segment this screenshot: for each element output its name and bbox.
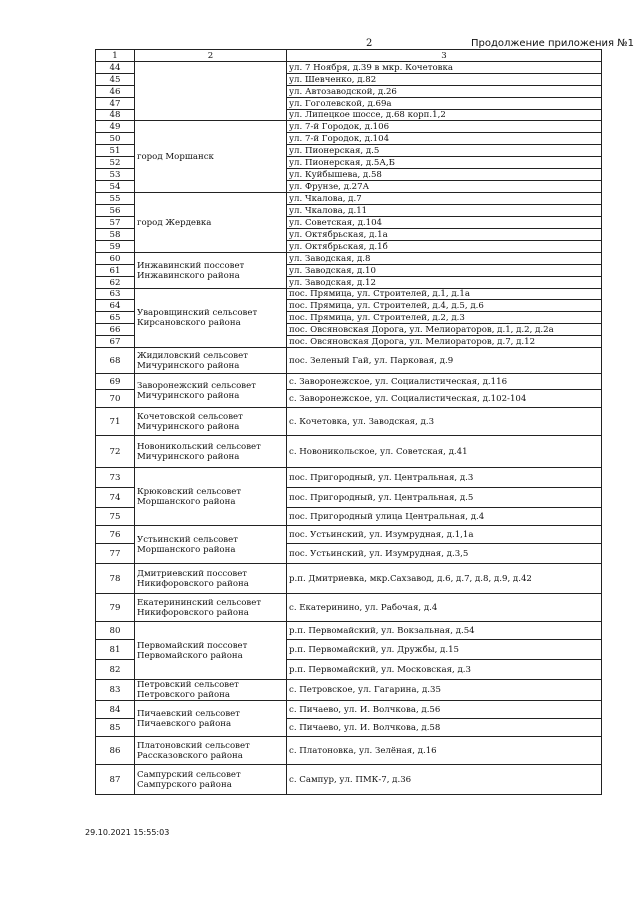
row-number: 55	[96, 193, 135, 205]
print-timestamp: 29.10.2021 15:55:03	[85, 828, 170, 837]
address-cell: ул. Липецкое шоссе, д.68 корп.1,2	[287, 110, 602, 121]
table-row	[96, 408, 602, 436]
municipality-name: Устьинский сельсовет Моршанского района	[135, 526, 287, 564]
table-row	[96, 253, 602, 265]
address-cell: ул. Гоголевской, д.69а	[287, 98, 602, 110]
row-number: 87	[96, 765, 135, 795]
table-header-row	[96, 50, 602, 62]
municipality-name: Инжавинский поссовет Инжавинского района	[135, 253, 287, 289]
municipality-name: Кочетовской сельсовет Мичуринского района	[135, 408, 287, 436]
row-number: 69	[96, 374, 135, 390]
address-cell: пос. Устьинский, ул. Изумрудная, д.1,1а	[287, 526, 602, 544]
address-cell: с. Пичаево, ул. И. Волчкова, д.58	[287, 719, 602, 737]
row-number: 80	[96, 622, 135, 640]
address-cell: с. Сампур, ул. ПМК-7, д.36	[287, 765, 602, 795]
table-row	[96, 62, 602, 74]
row-number: 75	[96, 508, 135, 526]
address-cell: р.п. Первомайский, ул. Вокзальная, д.54	[287, 622, 602, 640]
row-number: 47	[96, 98, 135, 110]
municipality-name: город Жердевка	[135, 193, 287, 253]
address-cell: пос. Прямица, ул. Строителей, д.4, д.5, д.6	[287, 300, 602, 312]
row-number: 68	[96, 348, 135, 374]
address-cell: с. Заворонежское, ул. Социалистическая, д.102-104	[287, 390, 602, 408]
address-cell: ул. Куйбышева, д.58	[287, 169, 602, 181]
row-number: 73	[96, 468, 135, 488]
address-cell: ул. Заводская, д.10	[287, 265, 602, 277]
page-number: 2	[366, 38, 373, 49]
row-number: 74	[96, 488, 135, 508]
address-cell: ул. 7-й Городок, д.106	[287, 121, 602, 133]
row-number: 56	[96, 205, 135, 217]
row-number: 63	[96, 289, 135, 300]
row-number: 67	[96, 336, 135, 348]
row-number: 53	[96, 169, 135, 181]
municipality-name: Пичаевский сельсовет Пичаевского района	[135, 701, 287, 737]
address-cell: пос. Прямица, ул. Строителей, д.1, д.1а	[287, 289, 602, 300]
row-number: 45	[96, 74, 135, 86]
row-number: 82	[96, 660, 135, 680]
address-cell: ул. Советская, д.104	[287, 217, 602, 229]
address-cell: ул. Октябрьская, д.1б	[287, 241, 602, 253]
row-number: 86	[96, 737, 135, 765]
municipality-name: Новоникольский сельсовет Мичуринского района	[135, 436, 287, 468]
address-cell: р.п. Дмитриевка, мкр.Сахзавод, д.6, д.7, д.8, д.9, д.42	[287, 564, 602, 594]
municipality-name: Уваровщинский сельсовет Кирсановского района	[135, 289, 287, 348]
municipality-name: Жидиловский сельсовет Мичуринского района	[135, 348, 287, 374]
row-number: 71	[96, 408, 135, 436]
row-number: 64	[96, 300, 135, 312]
column-header: 2	[135, 50, 287, 62]
address-cell: пос. Пригородный, ул. Центральная, д.3	[287, 468, 602, 488]
address-cell: пос. Устьинский, ул. Изумрудная, д.3,5	[287, 544, 602, 564]
table-row	[96, 701, 602, 719]
municipality-name: Платоновский сельсовет Рассказовского района	[135, 737, 287, 765]
address-cell: ул. Заводская, д.8	[287, 253, 602, 265]
table-row	[96, 289, 602, 300]
municipality-name: Екатерининский сельсовет Никифоровского района	[135, 594, 287, 622]
municipality-name	[135, 62, 287, 121]
table-row	[96, 121, 602, 133]
address-cell: ул. Октябрьская, д.1а	[287, 229, 602, 241]
row-number: 57	[96, 217, 135, 229]
address-cell: с. Петровское, ул. Гагарина, д.35	[287, 680, 602, 701]
row-number: 46	[96, 86, 135, 98]
row-number: 78	[96, 564, 135, 594]
row-number: 70	[96, 390, 135, 408]
address-cell: пос. Прямица, ул. Строителей, д.2, д.3	[287, 312, 602, 324]
municipality-name: Сампурский сельсовет Сампурского района	[135, 765, 287, 795]
row-number: 79	[96, 594, 135, 622]
address-cell: ул. Шевченко, д.82	[287, 74, 602, 86]
table-row	[96, 564, 602, 594]
address-cell: с. Екатеринино, ул. Рабочая, д.4	[287, 594, 602, 622]
row-number: 83	[96, 680, 135, 701]
row-number: 49	[96, 121, 135, 133]
address-cell: пос. Овсяновская Дорога, ул. Мелиораторов, д.7, д.12	[287, 336, 602, 348]
address-cell: ул. 7 Ноября, д.39 в мкр. Кочетовка	[287, 62, 602, 74]
row-number: 60	[96, 253, 135, 265]
address-cell: пос. Зеленый Гай, ул. Парковая, д.9	[287, 348, 602, 374]
row-number: 58	[96, 229, 135, 241]
row-number: 81	[96, 640, 135, 660]
row-number: 76	[96, 526, 135, 544]
row-number: 44	[96, 62, 135, 74]
table-row	[96, 622, 602, 640]
row-number: 84	[96, 701, 135, 719]
row-number: 51	[96, 145, 135, 157]
column-header: 1	[96, 50, 135, 62]
municipality-name: Дмитриевский поссовет Никифоровского района	[135, 564, 287, 594]
row-number: 66	[96, 324, 135, 336]
address-cell: ул. Фрунзе, д.27А	[287, 181, 602, 193]
municipality-name: город Моршанск	[135, 121, 287, 193]
address-cell: с. Платоновка, ул. Зелёная, д.16	[287, 737, 602, 765]
address-cell: с. Пичаево, ул. И. Волчкова, д.56	[287, 701, 602, 719]
continuation-note: Продолжение приложения №1	[471, 38, 634, 49]
table-row	[96, 374, 602, 390]
address-cell: ул. 7-й Городок, д.104	[287, 133, 602, 145]
table-row	[96, 526, 602, 544]
municipality-name: Крюковский сельсовет Моршанского района	[135, 468, 287, 526]
table-row	[96, 765, 602, 795]
table-row	[96, 737, 602, 765]
address-cell: с. Кочетовка, ул. Заводская, д.3	[287, 408, 602, 436]
table-row	[96, 680, 602, 701]
row-number: 65	[96, 312, 135, 324]
table-row	[96, 193, 602, 205]
row-number: 52	[96, 157, 135, 169]
address-cell: ул. Чкалова, д.7	[287, 193, 602, 205]
municipality-name: Петровский сельсовет Петровского района	[135, 680, 287, 701]
row-number: 50	[96, 133, 135, 145]
address-cell: ул. Автозаводской, д.26	[287, 86, 602, 98]
row-number: 72	[96, 436, 135, 468]
table-row	[96, 436, 602, 468]
address-table	[95, 49, 602, 795]
address-cell: пос. Овсяновская Дорога, ул. Мелиораторов, д.1, д.2, д.2а	[287, 324, 602, 336]
table-row	[96, 594, 602, 622]
row-number: 59	[96, 241, 135, 253]
municipality-name: Заворонежский сельсовет Мичуринского района	[135, 374, 287, 408]
row-number: 54	[96, 181, 135, 193]
row-number: 85	[96, 719, 135, 737]
address-cell: ул. Пионерская, д.5А,Б	[287, 157, 602, 169]
address-cell: р.п. Первомайский, ул. Дружбы, д.15	[287, 640, 602, 660]
row-number: 62	[96, 277, 135, 289]
address-cell: р.п. Первомайский, ул. Московская, д.3	[287, 660, 602, 680]
row-number: 61	[96, 265, 135, 277]
column-header: 3	[287, 50, 602, 62]
address-cell: с. Новоникольское, ул. Советская, д.41	[287, 436, 602, 468]
address-cell: ул. Чкалова, д.11	[287, 205, 602, 217]
address-cell: пос. Пригородный, ул. Центральная, д.5	[287, 488, 602, 508]
municipality-name: Первомайский поссовет Первомайского района	[135, 622, 287, 680]
row-number: 48	[96, 110, 135, 121]
address-cell: ул. Пионерская, д.5	[287, 145, 602, 157]
table-row	[96, 348, 602, 374]
address-cell: пос. Пригородный улица Центральная, д.4	[287, 508, 602, 526]
row-number: 77	[96, 544, 135, 564]
table-row	[96, 468, 602, 488]
address-cell: с. Заворонежское, ул. Социалистическая, д.116	[287, 374, 602, 390]
address-cell: ул. Заводская, д.12	[287, 277, 602, 289]
